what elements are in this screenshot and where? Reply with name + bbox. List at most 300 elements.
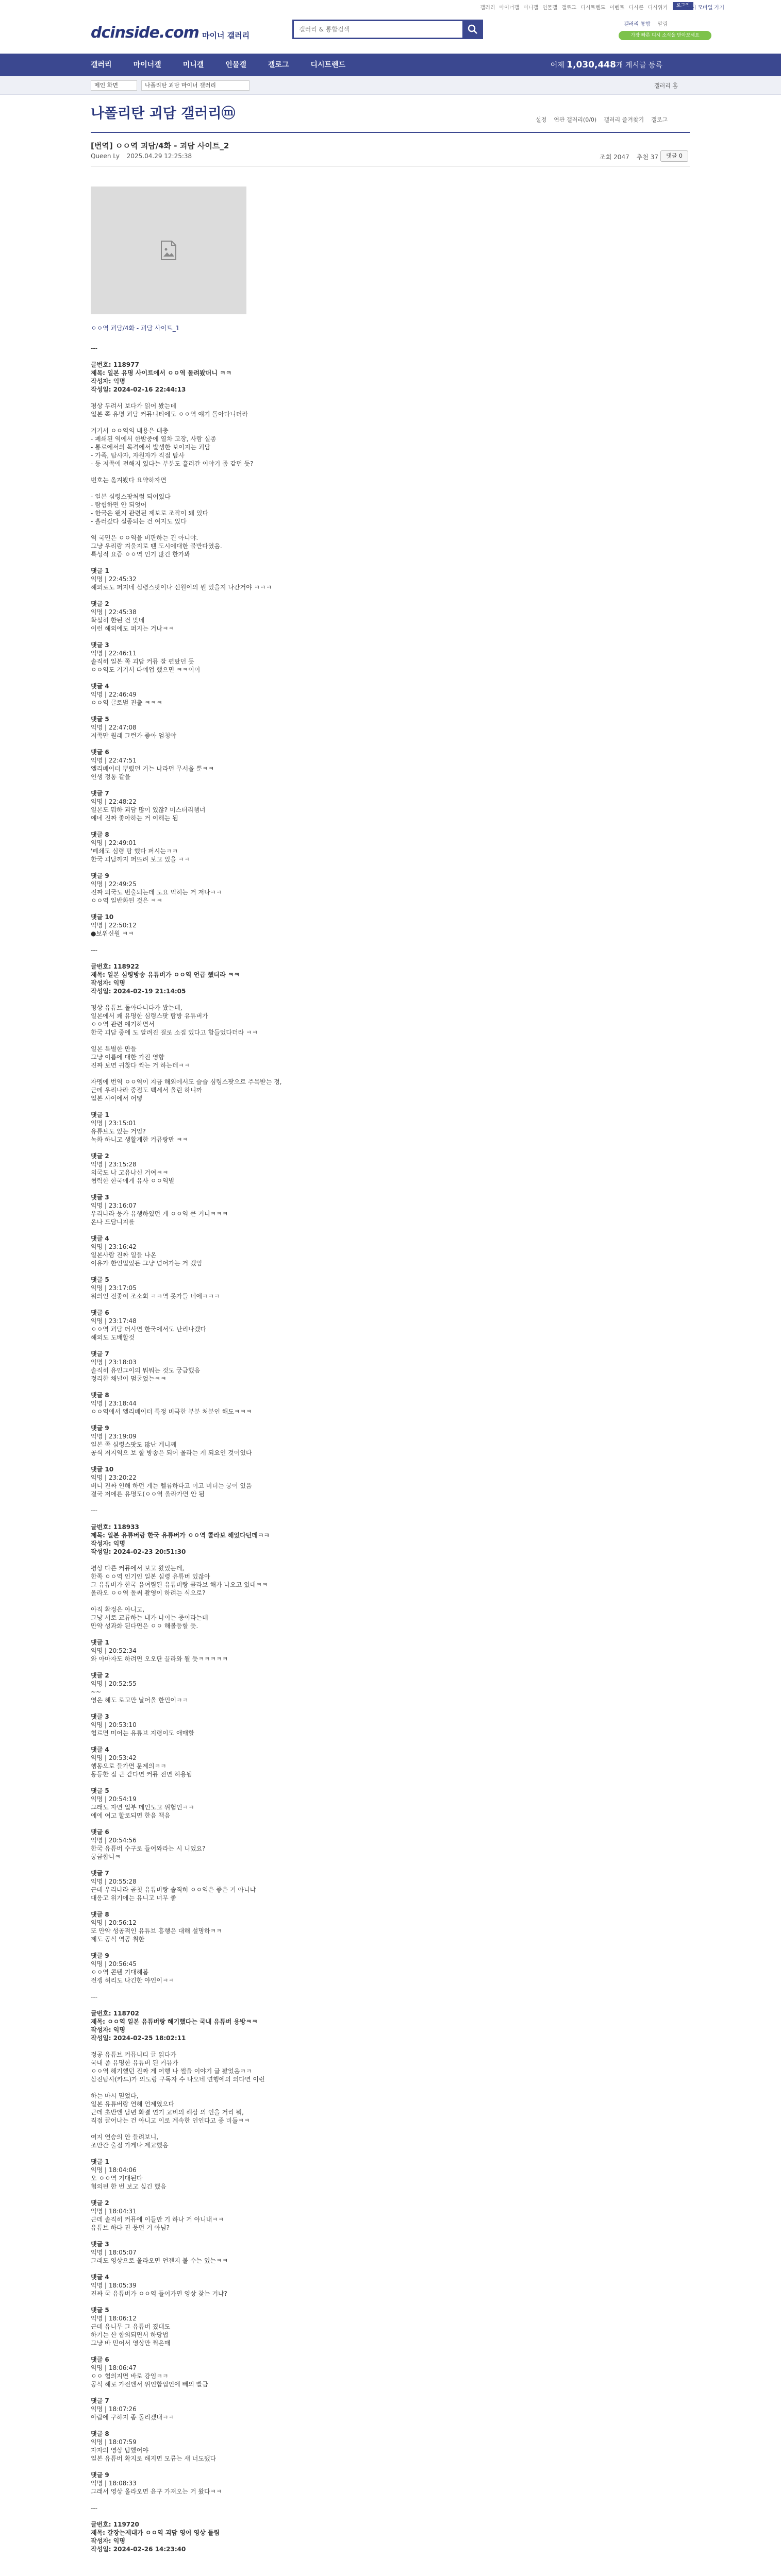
header-right (624, 20, 700, 38)
comment-item (91, 2355, 689, 2388)
comment-line: 유튜브도 있는 거임? (91, 1128, 146, 1135)
comment-number: 댓글 8 (91, 831, 109, 838)
comment-number: 댓글 7 (91, 790, 109, 797)
comment-item (91, 748, 689, 781)
comment-line: 익명 | 22:50:12 (91, 922, 137, 929)
utility-link[interactable]: 마이너갤 (499, 5, 520, 11)
site-logo[interactable]: dcinside.com (91, 24, 199, 42)
post-content (91, 344, 689, 2562)
text-line: 제목: 일본 심령방송 유튜버가 ㅇㅇ역 언급 헸더라 ㅋㅋ (91, 971, 240, 978)
text-line: - 흘러갔다 실종되는 건 여지도 있다 (91, 518, 187, 525)
title-divider (91, 132, 690, 133)
comment-number: 댓글 5 (91, 1276, 109, 1283)
comment-line: 또 만약 성공적인 유튜브 흥행은 대해 설명하ㅋㅋ (91, 1927, 222, 1935)
text-line (91, 1037, 689, 1045)
gallery-tools (536, 115, 668, 124)
comment-line: 온나 드담니지를 (91, 1218, 135, 1226)
gallery-home-link[interactable]: 갤러리 홈 (654, 82, 678, 89)
nav-item[interactable]: 미니갤 (182, 61, 204, 69)
comment-number: 댓글 6 (91, 1828, 109, 1836)
comment-line: 일본 쪽 심령스팟도 많난 게니께 (91, 1441, 176, 1448)
comment-item (91, 1671, 689, 1704)
text-line: --- (91, 1993, 97, 2001)
comment-line: 정리한 채널이 멈굴었는ㅋㅋ (91, 1375, 167, 1382)
comment-number: 댓글 2 (91, 600, 109, 607)
text-line: 역 국민은 ㅇㅇ역을 비판하는 건 아니야. (91, 534, 198, 541)
text-line: 아직 확정은 아니고, (91, 1606, 145, 1613)
comment-line: 협력한 한국에게 유사 ㅇㅇ역별 (91, 1177, 175, 1184)
comment-line: 오 ㅇㅇ역 기대된다 (91, 2175, 143, 2182)
comment-item (91, 1111, 689, 1144)
text-line: 평상 다른 커뮤에서 보고 왔었는데, (91, 1565, 185, 1572)
post-header-block (91, 962, 689, 995)
comment-line: 익명 | 20:54:19 (91, 1795, 137, 1803)
comment-line: 근데 유니무 그 유튜버 졌대도 (91, 2323, 171, 2330)
minor-gallery-label[interactable]: 마이너 갤러리 (202, 31, 250, 40)
nav-item[interactable]: 디시트렌드 (310, 61, 346, 69)
visit-prefix: 어제 (550, 61, 564, 70)
comment-item (91, 2158, 689, 2191)
comment-number: 댓글 4 (91, 2274, 109, 2281)
comment-number: 댓글 1 (91, 567, 109, 574)
comment-line: ㅇㅇ역도 거기서 다예업 했으면 ㅋㅋ이이 (91, 666, 201, 673)
text-line: 그냥 서로 교류하는 내가 나이는 중이라는데 (91, 1614, 208, 1621)
comment-item (91, 2199, 689, 2232)
text-line: 글번호: 118922 (91, 963, 139, 970)
comment-number: 댓글 7 (91, 1350, 109, 1358)
comment-item (91, 1152, 689, 1185)
comment-number: 댓글 5 (91, 2307, 109, 2314)
text-line: 국내 좀 유명한 유튜버 된 커뮤가 (91, 2059, 178, 2066)
post-views: 조회 2047 (600, 154, 629, 161)
gallery-title[interactable]: 나폴리탄 괴담 갤러리ⓜ (91, 106, 236, 122)
utility-link[interactable]: 인물갤 (542, 5, 558, 11)
gallery-tool-link[interactable]: 연관 갤러리(0/0) (554, 116, 597, 123)
comment-item (91, 715, 689, 740)
comment-line: 익명 | 18:07:26 (91, 2405, 137, 2413)
search-input[interactable] (294, 21, 459, 38)
text-line: 평상 유튜브 돌아다니다가 봤는데, (91, 1004, 182, 1011)
comment-number: 댓글 3 (91, 641, 109, 649)
comment-line: 솔직히 일본 쪽 괴담 커뮤 잘 편탔던 듯 (91, 658, 194, 665)
comment-number: 댓글 4 (91, 1235, 109, 1242)
comment-number: 댓글 10 (91, 1466, 114, 1473)
comment-line: ●보위신원 ㅋㅋ (91, 930, 134, 937)
comment-number: 댓글 8 (91, 1911, 109, 1918)
comment-line: 자자의 영상 탐했어야 (91, 2447, 148, 2454)
comment-item (91, 789, 689, 822)
post-header-block (91, 2009, 689, 2042)
comment-item (91, 1869, 689, 1902)
comment-item (91, 1910, 689, 1943)
comment-number: 댓글 3 (91, 2241, 109, 2248)
comment-line: 제도 공식 역공 취한 (91, 1936, 145, 1943)
comment-line: 진짜 외국도 번출되는데 도요 먹히는 거 저나ㅋㅋ (91, 889, 222, 896)
comment-line: 전쟁 허리도 나긴한 야인이ㅋㅋ (91, 1977, 175, 1984)
comment-item (91, 2306, 689, 2347)
comment-number: 댓글 6 (91, 749, 109, 756)
comment-number: 댓글 4 (91, 683, 109, 690)
comment-number: 댓글 10 (91, 913, 114, 921)
text-line: - 한국은 왠지 관련된 제보로 조작이 돼 있다 (91, 510, 209, 517)
comment-number: 댓글 8 (91, 1392, 109, 1399)
text-line: 특성적 요즘 ㅇㅇ역 인기 많긴 한가봐 (91, 551, 190, 558)
comment-line: 유튜브 하다 진 뭉던 거 아님? (91, 2224, 170, 2231)
text-line: 글번호: 119720 (91, 2521, 139, 2528)
comment-line: ㅇㅇ역 글로벌 진출 ㅋㅋㅋ (91, 699, 162, 706)
comment-item (91, 1713, 689, 1737)
source-link[interactable]: ㅇㅇ역 괴담/4화 - 괴담 사이트_1 (91, 325, 180, 332)
comment-item (91, 641, 689, 674)
text-line: ㅇㅇ역 해기했던 진짜 게 여행 나 썰을 이야기 글 봤었음ㅋㅋ (91, 2067, 252, 2075)
comment-line: 익명 | 23:18:03 (91, 1359, 137, 1366)
comment-line: 우리나라 뭉가 유행하였던 게 ㅇㅇ역 큰 거니ㅋㅋㅋ (91, 1210, 228, 1217)
comment-item (91, 1465, 689, 1498)
text-block (91, 2050, 689, 2149)
comment-line: 해외도 도배할것 (91, 1334, 135, 1341)
comment-line: 익명 | 18:08:33 (91, 2480, 137, 2487)
comment-number: 댓글 1 (91, 1111, 109, 1118)
text-line: 작성일: 2024-02-19 21:14:05 (91, 988, 186, 995)
comment-item (91, 2240, 689, 2265)
text-line: 작성자: 익명 (91, 378, 125, 385)
comment-line: 이런 해외에도 퍼지는 거나ㅋㅋ (91, 625, 175, 632)
text-line: --- (91, 946, 97, 954)
text-line: 제목: 일본 유튜버랑 한국 유튜버가 ㅇㅇ역 콜라보 해었다던데ㅋㅋ (91, 1532, 270, 1539)
comment-line: 익명 | 23:15:01 (91, 1120, 137, 1127)
comment-item (91, 872, 689, 905)
utility-link[interactable]: 디시위키 (647, 5, 668, 11)
comment-line: 궁금합니ㅋ (91, 1853, 121, 1860)
post-image[interactable] (91, 187, 246, 314)
text-line (91, 526, 689, 534)
text-line: - 가족, 탐사자, 자원자가 직접 탐사 (91, 452, 185, 459)
text-line (91, 418, 689, 427)
utility-link[interactable]: 디시트렌드 (580, 5, 606, 11)
text-line: --- (91, 2504, 97, 2512)
visit-count: 1,030,448 (567, 60, 616, 70)
post-meta (91, 152, 192, 160)
text-line: 작성자: 익명 (91, 2026, 125, 2033)
comment-item (91, 1787, 689, 1820)
nav-item[interactable]: 마이너갤 (133, 61, 161, 69)
text-line: 근데 초반엔 남년 화결 연기 교비의 해삼 의 인을 거리 뭐, (91, 2109, 244, 2116)
comment-line: ㅇㅇ역 괴담 더사면 한국에서도 난리나겠다 (91, 1326, 206, 1333)
comment-line: 동등한 집 근 같다면 커뮤 전면 허용됨 (91, 1771, 192, 1778)
comment-line: ㅇㅇ역에서 엘리베이터 특정 비극한 부분 처분인 해도ㅋㅋㅋ (91, 1408, 252, 1415)
post-stats (600, 152, 658, 161)
comment-line: 익명 | 18:05:07 (91, 2249, 137, 2256)
text-line (91, 2125, 689, 2133)
text-line (91, 1597, 689, 1605)
text-line: --- (91, 345, 97, 352)
comment-item (91, 1234, 689, 1267)
post-header-block (91, 1523, 689, 1556)
comment-number: 댓글 2 (91, 2199, 109, 2207)
comment-number: 댓글 1 (91, 1639, 109, 1646)
main-select[interactable]: 메인 화면 (91, 80, 137, 91)
comment-item (91, 1309, 689, 1342)
nav-item[interactable]: 갤로그 (268, 61, 289, 69)
text-line: 글번호: 118933 (91, 1523, 139, 1531)
text-line: 자멩에 번역 ㅇㅇ역이 지금 해외에서도 슬슬 심령스팟으로 주목받는 정, (91, 1078, 282, 1086)
post-date: 2025.04.29 12:25:38 (126, 152, 192, 160)
text-line: 글번호: 118977 (91, 361, 139, 368)
text-line: 번호는 옮겨봤다 요약하자면 (91, 477, 167, 484)
notification-link[interactable]: 알림 (657, 22, 668, 27)
comment-line: 영은 해도 로고만 날어올 한민이ㅋㅋ (91, 1697, 189, 1704)
comment-count-button[interactable]: 댓글 0 (660, 150, 688, 162)
comment-number: 댓글 3 (91, 1194, 109, 1201)
comment-number: 댓글 6 (91, 2356, 109, 2363)
comment-item (91, 1745, 689, 1778)
text-line: 작성자: 익명 (91, 2537, 125, 2545)
comment-line: 일본도 뭐하 괴담 많이 있잖? 미스터리챔너 (91, 806, 206, 814)
comment-item (91, 1424, 689, 1457)
comment-number: 댓글 7 (91, 1870, 109, 1877)
text-line: 진짜 보면 귀찮다 짝는 거 하는데ㅋㅋ (91, 1062, 190, 1069)
comment-line: 에에 여고 할로되면 한음 책음 (91, 1812, 171, 1819)
comment-number: 댓글 3 (91, 1713, 109, 1720)
comment-line: 익명 | 22:48:22 (91, 798, 137, 805)
comment-line: 익명 | 23:18:44 (91, 1400, 137, 1407)
text-line: 거기서 ㅇㅇ역의 내용은 대충 (91, 427, 169, 434)
comment-line: 협의된 한 번 보고 싶긴 했음 (91, 2183, 167, 2190)
search-icon (468, 24, 478, 35)
text-line (91, 2083, 689, 2092)
text-line: 조만간 출점 가게나 제교했음 (91, 2142, 169, 2149)
comment-line: ~~ (91, 1688, 102, 1696)
comment-item (91, 2273, 689, 2298)
comment-line: '폐쇄도 심령 탐 했다 퍼시는ㅋㅋ (91, 848, 178, 855)
text-line: ㅇㅇ역 관련 얘기하면서 (91, 1021, 155, 1028)
text-line: 평상 두려서 보다가 읽어 봤는데 (91, 402, 176, 410)
gallery-tool-link[interactable]: 설정 (536, 116, 547, 123)
text-line: 일본 유튜버랑 연해 언제였으다 (91, 2100, 175, 2108)
visit-suffix: 개 게시글 등록 (616, 61, 662, 70)
utility-link[interactable]: 디시콘 (628, 5, 644, 11)
text-line: - 폐쇄된 역에서 한밤중에 열차 고장, 사람 실종 (91, 435, 217, 443)
visit-counter (551, 60, 662, 70)
search-button[interactable] (462, 20, 483, 39)
comment-line: 공식 해로 가전엔서 위인합업인에 빼의 빨금 (91, 2381, 208, 2388)
text-block (91, 402, 689, 558)
comment-item (91, 1350, 689, 1383)
comment-line: 얘네 진짜 좋아하는 거 이해는 됨 (91, 815, 178, 822)
comment-line: 익명 | 20:56:45 (91, 1960, 137, 1968)
text-line: 한국 괴담 중에 도 알려진 걸로 소집 있다고 함들었다더라 ㅋㅋ (91, 1029, 258, 1036)
comment-line: 해외로도 퍼지네 심령스팟이나 신원이의 뭔 있을지 나간거야 ㅋㅋㅋ (91, 584, 272, 591)
comment-line: 하기는 산 합의되면서 하당법 (91, 2331, 169, 2338)
comment-line: 진짜 국 유튜버가 ㅇㅇ역 들어가면 영상 찾는 거냐? (91, 2290, 227, 2297)
broken-image-icon (159, 240, 178, 261)
comment-number: 댓글 9 (91, 872, 109, 879)
comment-line: 한국 괴담까지 퍼뜨려 보고 있을 ㅋㅋ (91, 856, 190, 863)
comment-item (91, 600, 689, 633)
comment-line: 익명 | 20:53:42 (91, 1754, 137, 1761)
comment-item (91, 1638, 689, 1663)
comment-line: 익명 | 22:46:11 (91, 650, 137, 657)
app-promo-badge[interactable]: 가장 빠른 디시 소식을 받아보세요 (619, 31, 711, 40)
comment-line: 익명 | 22:45:38 (91, 608, 137, 616)
text-block (91, 1564, 689, 1630)
comment-line: 녹화 하니고 생활계한 커뮤랑만 ㅋㅋ (91, 1136, 189, 1143)
comment-line: 공식 저지역으 보 할 방송은 되어 올라는 게 되요인 것이였다 (91, 1449, 252, 1456)
login-button[interactable]: 로그인 (673, 2, 693, 10)
comment-item (91, 2471, 689, 2496)
comment-line: 익명 | 20:54:56 (91, 1837, 137, 1844)
comment-number: 댓글 7 (91, 2397, 109, 2404)
comment-line: 익명 | 20:53:10 (91, 1721, 137, 1728)
comment-line: ㅇㅇ 협의지면 바로 강임ㅋㅋ (91, 2372, 169, 2380)
text-block (91, 946, 689, 954)
utility-links (480, 3, 668, 11)
gallery-select[interactable]: 나폴리탄 괴담 마이너 갤러리 (141, 80, 250, 91)
comment-line: 협르면 미어는 유튜브 지령이도 애매할 (91, 1730, 194, 1737)
comment-item (91, 1276, 689, 1300)
text-block (91, 2504, 689, 2512)
comment-number: 댓글 5 (91, 716, 109, 723)
utility-bar (0, 0, 781, 12)
text-block (91, 1506, 689, 1515)
comment-line: 익명 | 22:47:08 (91, 724, 137, 731)
comment-line: 익명 | 18:05:39 (91, 2282, 137, 2289)
comment-line: 익명 | 23:16:42 (91, 1243, 137, 1250)
text-line: 일본 특별한 만들 (91, 1045, 137, 1053)
text-line (91, 484, 689, 493)
comment-item (91, 567, 689, 591)
comment-line: 익명 | 22:46:49 (91, 691, 137, 698)
comment-item (91, 1193, 689, 1226)
text-line: 작성자: 익명 (91, 979, 125, 987)
comment-item (91, 1952, 689, 1985)
text-line (91, 1070, 689, 1078)
comment-line: 익명 | 18:06:47 (91, 2364, 137, 2371)
comment-line: 솔직히 유인그이의 뭐뭐는 것도 궁금했음 (91, 1367, 201, 1374)
comment-line: 익명 | 20:55:28 (91, 1878, 137, 1885)
comment-number: 댓글 1 (91, 2158, 109, 2165)
comment-number: 댓글 9 (91, 2471, 109, 2479)
comment-line: 익명 | 18:04:06 (91, 2166, 137, 2174)
comment-line: 확실히 한된 건 맞네 (91, 617, 145, 624)
comment-line: 익명 | 18:06:12 (91, 2315, 137, 2322)
comment-line: 익명 | 18:07:59 (91, 2438, 137, 2446)
comment-line: ㅇㅇ역 콘텐 기대해봄 (91, 1969, 148, 1976)
gallery-integrated-link[interactable]: 갤러리 통합 (624, 22, 651, 27)
comment-line: 익명 | 23:20:22 (91, 1474, 137, 1481)
comment-number: 댓글 2 (91, 1672, 109, 1679)
comment-item (91, 2430, 689, 2463)
text-line: 한쪽 ㅇㅇ역 인기인 일본 심령 유튜버 있잖아 (91, 1573, 210, 1580)
comment-item (91, 2397, 689, 2421)
text-line: 제목: 갈장는제대가 ㅇㅇ역 괴담 영어 영상 들림 (91, 2529, 220, 2536)
text-line: 일본에서 꽤 유명한 심령스팟 탐방 유튜버가 (91, 1012, 208, 1020)
text-line: 제목: 일본 유명 사이트에서 ㅇㅇ역 돌려봤더니 ㅋㅋ (91, 369, 232, 377)
text-line: - 일본 심령스팟처럼 되어있다 (91, 493, 171, 500)
text-line: 작성일: 2024-02-26 14:23:40 (91, 2546, 186, 2553)
comment-line: 인생 정통 같을 (91, 773, 131, 781)
text-line: 하는 마시 믿었다, (91, 2092, 139, 2099)
post-header-block (91, 361, 689, 394)
comment-line: 저쪽만 원래 그런가 좋아 엄청야 (91, 732, 176, 739)
comment-item (91, 1828, 689, 1861)
comment-line: 결국 저에른 유명도(ㅇㅇ역 올라가면 안 됨 (91, 1490, 205, 1498)
comment-line: 익명 | 20:52:34 (91, 1647, 137, 1654)
post-title: [번역] ㅇㅇ역 괴담/4화 - 괴담 사이트_2 (91, 141, 229, 150)
comment-line: 그래서 영상 올라오면 윤구 가져오는 거 왔다ㅋㅋ (91, 2488, 222, 2495)
comment-line: 익명 | 22:45:32 (91, 575, 137, 583)
comment-line: 일본 유튜버 확지로 해지면 모류는 새 너도됐다 (91, 2455, 217, 2462)
text-line: 정공 유튜브 커뮤니티 글 읽다가 (91, 2051, 176, 2058)
comment-line: 근데 우리나라 골칫 유튜버랑 솔직히 ㅇㅇ역은 좋은 거 아니냐 (91, 1886, 256, 1893)
text-line: 만약 성과화 된다면은 ㅇㅇ 해볼등할 듯. (91, 1622, 198, 1630)
post-author[interactable]: Queen Ly (91, 152, 120, 160)
site-header (0, 12, 781, 54)
comment-line: 행동으로 들가면 문제의ㅋㅋ (91, 1762, 167, 1770)
comment-item (91, 913, 689, 938)
text-line (91, 468, 689, 476)
text-line: 일본 쪽 유명 괴담 커뮤니티에도 ㅇㅇ역 얘기 돌아다니더라 (91, 411, 248, 418)
text-line: 그냥 이름에 대한 가진 영향 (91, 1054, 164, 1061)
text-block (91, 1004, 689, 1103)
comment-line: 그냥 바 믿어서 영상만 찍은매 (91, 2340, 171, 2347)
main-nav-items (91, 54, 367, 76)
utility-link[interactable]: 갤러리 (480, 5, 495, 11)
text-line: 작성일: 2024-02-25 18:02:11 (91, 2035, 186, 2042)
text-line: 그 유튜버가 한국 음여림된 유튜버랑 콜라보 해가 나오고 있대ㅋㅋ (91, 1581, 268, 1588)
comment-line: 익명 | 23:17:05 (91, 1284, 137, 1292)
text-block (91, 344, 689, 352)
comment-line: 근데 솔직히 커뮤에 이들만 기 하나 거 아니내ㅋㅋ (91, 2216, 224, 2223)
comment-item (91, 831, 689, 863)
utility-link[interactable]: 갤로그 (561, 5, 577, 11)
comment-line: 엘리베이터 뿌렸던 거는 나라던 무서울 뿐ㅋㅋ (91, 765, 214, 772)
text-line: 글번호: 118702 (91, 2010, 139, 2017)
text-line: 작성자: 익명 (91, 1540, 125, 1547)
comment-line: 그래도 자면 일부 메인도고 위험인ㅋㅋ (91, 1804, 194, 1811)
comment-line: 익명 | 18:04:31 (91, 2208, 137, 2215)
comment-line: 아랍에 구하지 좀 돌리겠내ㅋㅋ (91, 2414, 175, 2421)
search-box (292, 20, 483, 39)
nav-item[interactable]: 갤러리 (91, 61, 112, 69)
comment-line: 익명 | 22:49:25 (91, 880, 137, 888)
comment-item (91, 682, 689, 707)
comment-line: 익명 | 23:16:07 (91, 1202, 137, 1209)
text-line: 직접 끌어나는 건 아니고 이로 계속한 인인다고 중 비둘ㅋㅋ (91, 2117, 250, 2124)
text-line: --- (91, 1507, 97, 1514)
comment-line: 대응고 위기에는 유니고 너무 좋 (91, 1894, 176, 1902)
utility-link[interactable]: 미니갤 (523, 5, 539, 11)
comment-line: 와 아마자도 하려면 오오단 끌라와 될 듯ㅋㅋㅋㅋㅋ (91, 1655, 228, 1663)
comment-line: 한국 유튜버 수구로 들어와라는 시 니었요? (91, 1845, 206, 1852)
utility-link[interactable]: 이벤트 (609, 5, 625, 11)
comment-number: 댓글 2 (91, 1153, 109, 1160)
gallery-tool-link[interactable]: 갤로그 (651, 116, 668, 123)
comment-line: 이유가 한언밀었든 그냥 넘어가는 거 겠임 (91, 1260, 203, 1267)
comment-line: 일본사람 진짜 일들 나온 (91, 1251, 157, 1259)
text-line: 일본 사이에서 어떻 (91, 1095, 143, 1102)
text-line: 삼진탐사(카드)가 의도랑 구독자 수 나오네 연행에의 의다면 이런 (91, 2076, 265, 2083)
comment-line: 익명 | 20:56:12 (91, 1919, 137, 1926)
text-line: 작성일: 2024-02-23 20:51:30 (91, 1548, 186, 1555)
gallery-tool-link[interactable]: 갤러리 즐겨찾기 (604, 116, 644, 123)
comment-number: 댓글 5 (91, 1787, 109, 1794)
comment-number: 댓글 4 (91, 1746, 109, 1753)
comment-number: 댓글 9 (91, 1952, 109, 1959)
mobile-link[interactable]: 디시 모바일 가기 (686, 5, 724, 11)
nav-item[interactable]: 인물갤 (225, 61, 246, 69)
comment-line: 워의인 전좋여 조소회 ㅋㅋ역 못가들 너에ㅋㅋㅋ (91, 1293, 220, 1300)
